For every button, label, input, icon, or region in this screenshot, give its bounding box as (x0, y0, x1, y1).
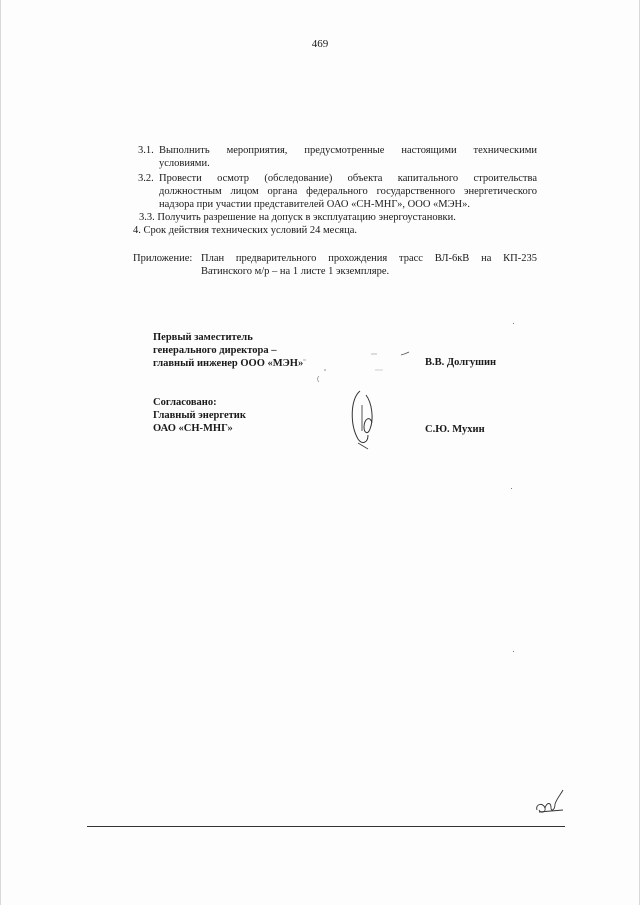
appendix-line-2: Ватинского м/р – на 1 листе 1 экземпляре. (201, 266, 390, 277)
signatory-2-name: С.Ю. Мухин (425, 424, 485, 435)
signatory-2-line-3: ОАО «СН-МНГ» (153, 423, 233, 434)
signatory-1-name: В.В. Долгушин (425, 357, 497, 368)
signatory-2-line-2: Главный энергетик (153, 410, 246, 421)
initials-handwritten (533, 788, 569, 818)
footer-rule (87, 826, 565, 827)
item-3-1-line-1: Выполнить мероприятия, предусмотренные настоящими техническими (159, 145, 537, 156)
signatory-2-title (153, 396, 246, 435)
item-3-3: 3.3. Получить разрешение на допуск в эксплуатацию энергоустановки. (139, 212, 456, 223)
appendix-label: Приложение: (133, 253, 193, 264)
item-3-1-number: 3.1. (138, 145, 154, 156)
scan-speck (511, 488, 512, 489)
page-number: 469 (311, 38, 329, 50)
signatory-1-title (153, 331, 303, 370)
item-3-1-line-2: условиями. (159, 158, 210, 169)
signatory-1-line-1: Первый заместитель (153, 332, 253, 343)
scan-speck (513, 323, 514, 324)
signatory-1-line-2: генерального директора – (153, 345, 277, 356)
appendix-line-1: План предварительного прохождения трасс ВЛ-6кВ на КП-235 (201, 253, 537, 264)
signatory-2-line-1: Согласовано: (153, 397, 217, 408)
signature-2-handwritten (346, 385, 386, 451)
item-3-2-line-1: Провести осмотр (обследование) объекта капитального строительства (159, 173, 537, 184)
scan-speck (513, 651, 514, 652)
signatory-1-line-3: главный инженер ООО «МЭН» (153, 358, 304, 369)
item-4: 4. Срок действия технических условий 24 месяца. (133, 225, 357, 236)
item-3-2-number: 3.2. (138, 173, 154, 184)
item-3-2-line-3: надзора при участии представителей ОАО «СН-МНГ», ООО «МЭН». (159, 199, 471, 210)
item-3-2-line-2: должностным лицом органа федерального государственного энергетического (159, 186, 537, 197)
signature-1-marks (297, 350, 417, 386)
